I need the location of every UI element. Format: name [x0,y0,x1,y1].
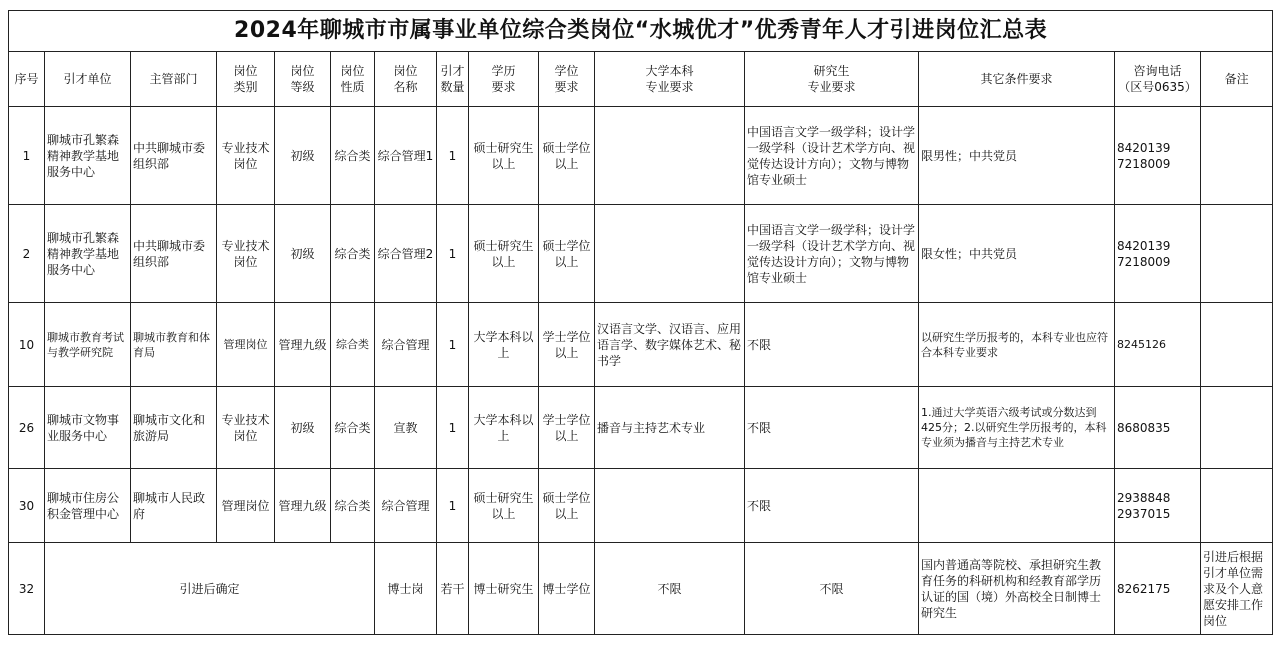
cell-pg-major: 不限 [745,469,919,543]
table-row [9,303,1273,387]
cell-count: 1 [437,107,469,205]
cell-category: 专业技术岗位 [217,387,275,469]
cell-ug-major: 不限 [595,543,745,635]
cell-dept: 聊城市人民政府 [131,469,217,543]
cell-count: 若干 [437,543,469,635]
cell-ug-major [595,469,745,543]
positions-table [8,10,1273,635]
header-dept: 主管部门 [131,52,217,107]
cell-level: 初级 [275,107,331,205]
cell-post-name: 博士岗 [375,543,437,635]
cell-ug-major: 播音与主持艺术专业 [595,387,745,469]
cell-phone: 8420139 7218009 [1115,107,1201,205]
cell-phone: 8245126 [1115,303,1201,387]
cell-pg-major: 中国语言文学一级学科；设计学一级学科（设计艺术学方向、视觉传达设计方向）；文物与博物馆专业硕士 [745,205,919,303]
cell-edu: 大学本科以上 [469,387,539,469]
cell-category: 专业技术岗位 [217,107,275,205]
header-name: 岗位 名称 [375,52,437,107]
cell-edu: 博士研究生 [469,543,539,635]
table-row [9,205,1273,303]
header-edu: 学历 要求 [469,52,539,107]
header-phone: 咨询电话 （区号0635） [1115,52,1201,107]
header-other: 其它条件要求 [919,52,1115,107]
cell-seq: 32 [9,543,45,635]
cell-remark [1201,387,1273,469]
cell-edu: 硕士研究生以上 [469,205,539,303]
cell-pg-major: 不限 [745,387,919,469]
cell-nature: 综合类 [331,107,375,205]
cell-unit: 聊城市孔繁森精神教学基地服务中心 [45,205,131,303]
cell-edu: 硕士研究生以上 [469,107,539,205]
cell-seq: 10 [9,303,45,387]
cell-dept: 聊城市文化和旅游局 [131,387,217,469]
page-title: 2024年聊城市市属事业单位综合类岗位“水城优才”优秀青年人才引进岗位汇总表 [9,11,1273,52]
cell-nature: 综合类 [331,387,375,469]
cell-category: 专业技术岗位 [217,205,275,303]
cell-other [919,469,1115,543]
cell-phone: 8420139 7218009 [1115,205,1201,303]
cell-edu: 大学本科以上 [469,303,539,387]
cell-other: 限男性；中共党员 [919,107,1115,205]
cell-remark [1201,303,1273,387]
cell-degree: 硕士学位以上 [539,469,595,543]
cell-level: 管理九级 [275,469,331,543]
cell-pg-major: 不限 [745,303,919,387]
cell-degree: 博士学位 [539,543,595,635]
cell-post-name: 综合管理 [375,469,437,543]
cell-count: 1 [437,387,469,469]
cell-remark [1201,205,1273,303]
cell-phone: 8262175 [1115,543,1201,635]
cell-pg-major: 中国语言文学一级学科；设计学一级学科（设计艺术学方向、视觉传达设计方向）；文物与博物馆专业硕士 [745,107,919,205]
cell-nature: 综合类 [331,469,375,543]
cell-remark: 引进后根据引才单位需求及个人意愿安排工作岗位 [1201,543,1273,635]
cell-seq: 1 [9,107,45,205]
cell-count: 1 [437,469,469,543]
cell-level: 初级 [275,387,331,469]
cell-phone: 8680835 [1115,387,1201,469]
cell-other: 以研究生学历报考的，本科专业也应符合本科专业要求 [919,303,1115,387]
cell-edu: 硕士研究生以上 [469,469,539,543]
cell-dept: 聊城市教育和体育局 [131,303,217,387]
summary-sheet [8,10,1272,635]
cell-degree: 硕士学位以上 [539,107,595,205]
cell-degree: 学士学位以上 [539,303,595,387]
header-seq: 序号 [9,52,45,107]
cell-post-name: 宣教 [375,387,437,469]
cell-ug-major [595,205,745,303]
cell-nature: 综合类 [331,303,375,387]
table-row [9,107,1273,205]
cell-unit: 聊城市孔繁森精神教学基地服务中心 [45,107,131,205]
cell-nature: 综合类 [331,205,375,303]
table-row [9,543,1273,635]
cell-seq: 26 [9,387,45,469]
cell-unit: 聊城市教育考试与教学研究院 [45,303,131,387]
header-remark: 备注 [1201,52,1273,107]
header-pg-major: 研究生 专业要求 [745,52,919,107]
cell-level: 管理九级 [275,303,331,387]
cell-post-name: 综合管理1 [375,107,437,205]
cell-unit: 聊城市住房公积金管理中心 [45,469,131,543]
cell-dept: 中共聊城市委组织部 [131,205,217,303]
cell-ug-major: 汉语言文学、汉语言、应用语言学、数字媒体艺术、秘书学 [595,303,745,387]
cell-degree: 硕士学位以上 [539,205,595,303]
header-ug-major: 大学本科 专业要求 [595,52,745,107]
cell-phone: 2938848 2937015 [1115,469,1201,543]
cell-other: 1.通过大学英语六级考试或分数达到425分；2.以研究生学历报考的，本科专业须为播音与主持艺术专业 [919,387,1115,469]
header-count: 引才 数量 [437,52,469,107]
cell-pg-major: 不限 [745,543,919,635]
cell-degree: 学士学位以上 [539,387,595,469]
cell-category: 管理岗位 [217,469,275,543]
header-nature: 岗位 性质 [331,52,375,107]
cell-dept: 中共聊城市委组织部 [131,107,217,205]
cell-count: 1 [437,205,469,303]
table-row [9,387,1273,469]
header-unit: 引才单位 [45,52,131,107]
table-row [9,469,1273,543]
cell-ug-major [595,107,745,205]
cell-remark [1201,107,1273,205]
header-level: 岗位 等级 [275,52,331,107]
cell-post-name: 综合管理2 [375,205,437,303]
cell-other: 限女性；中共党员 [919,205,1115,303]
cell-count: 1 [437,303,469,387]
cell-remark [1201,469,1273,543]
cell-seq: 30 [9,469,45,543]
cell-merged-to-be-determined: 引进后确定 [45,543,375,635]
header-category: 岗位 类别 [217,52,275,107]
cell-seq: 2 [9,205,45,303]
cell-unit: 聊城市文物事业服务中心 [45,387,131,469]
cell-post-name: 综合管理 [375,303,437,387]
cell-level: 初级 [275,205,331,303]
cell-other: 国内普通高等院校、承担研究生教育任务的科研机构和经教育部学历认证的国（境）外高校全日制博士研究生 [919,543,1115,635]
header-degree: 学位 要求 [539,52,595,107]
cell-category: 管理岗位 [217,303,275,387]
